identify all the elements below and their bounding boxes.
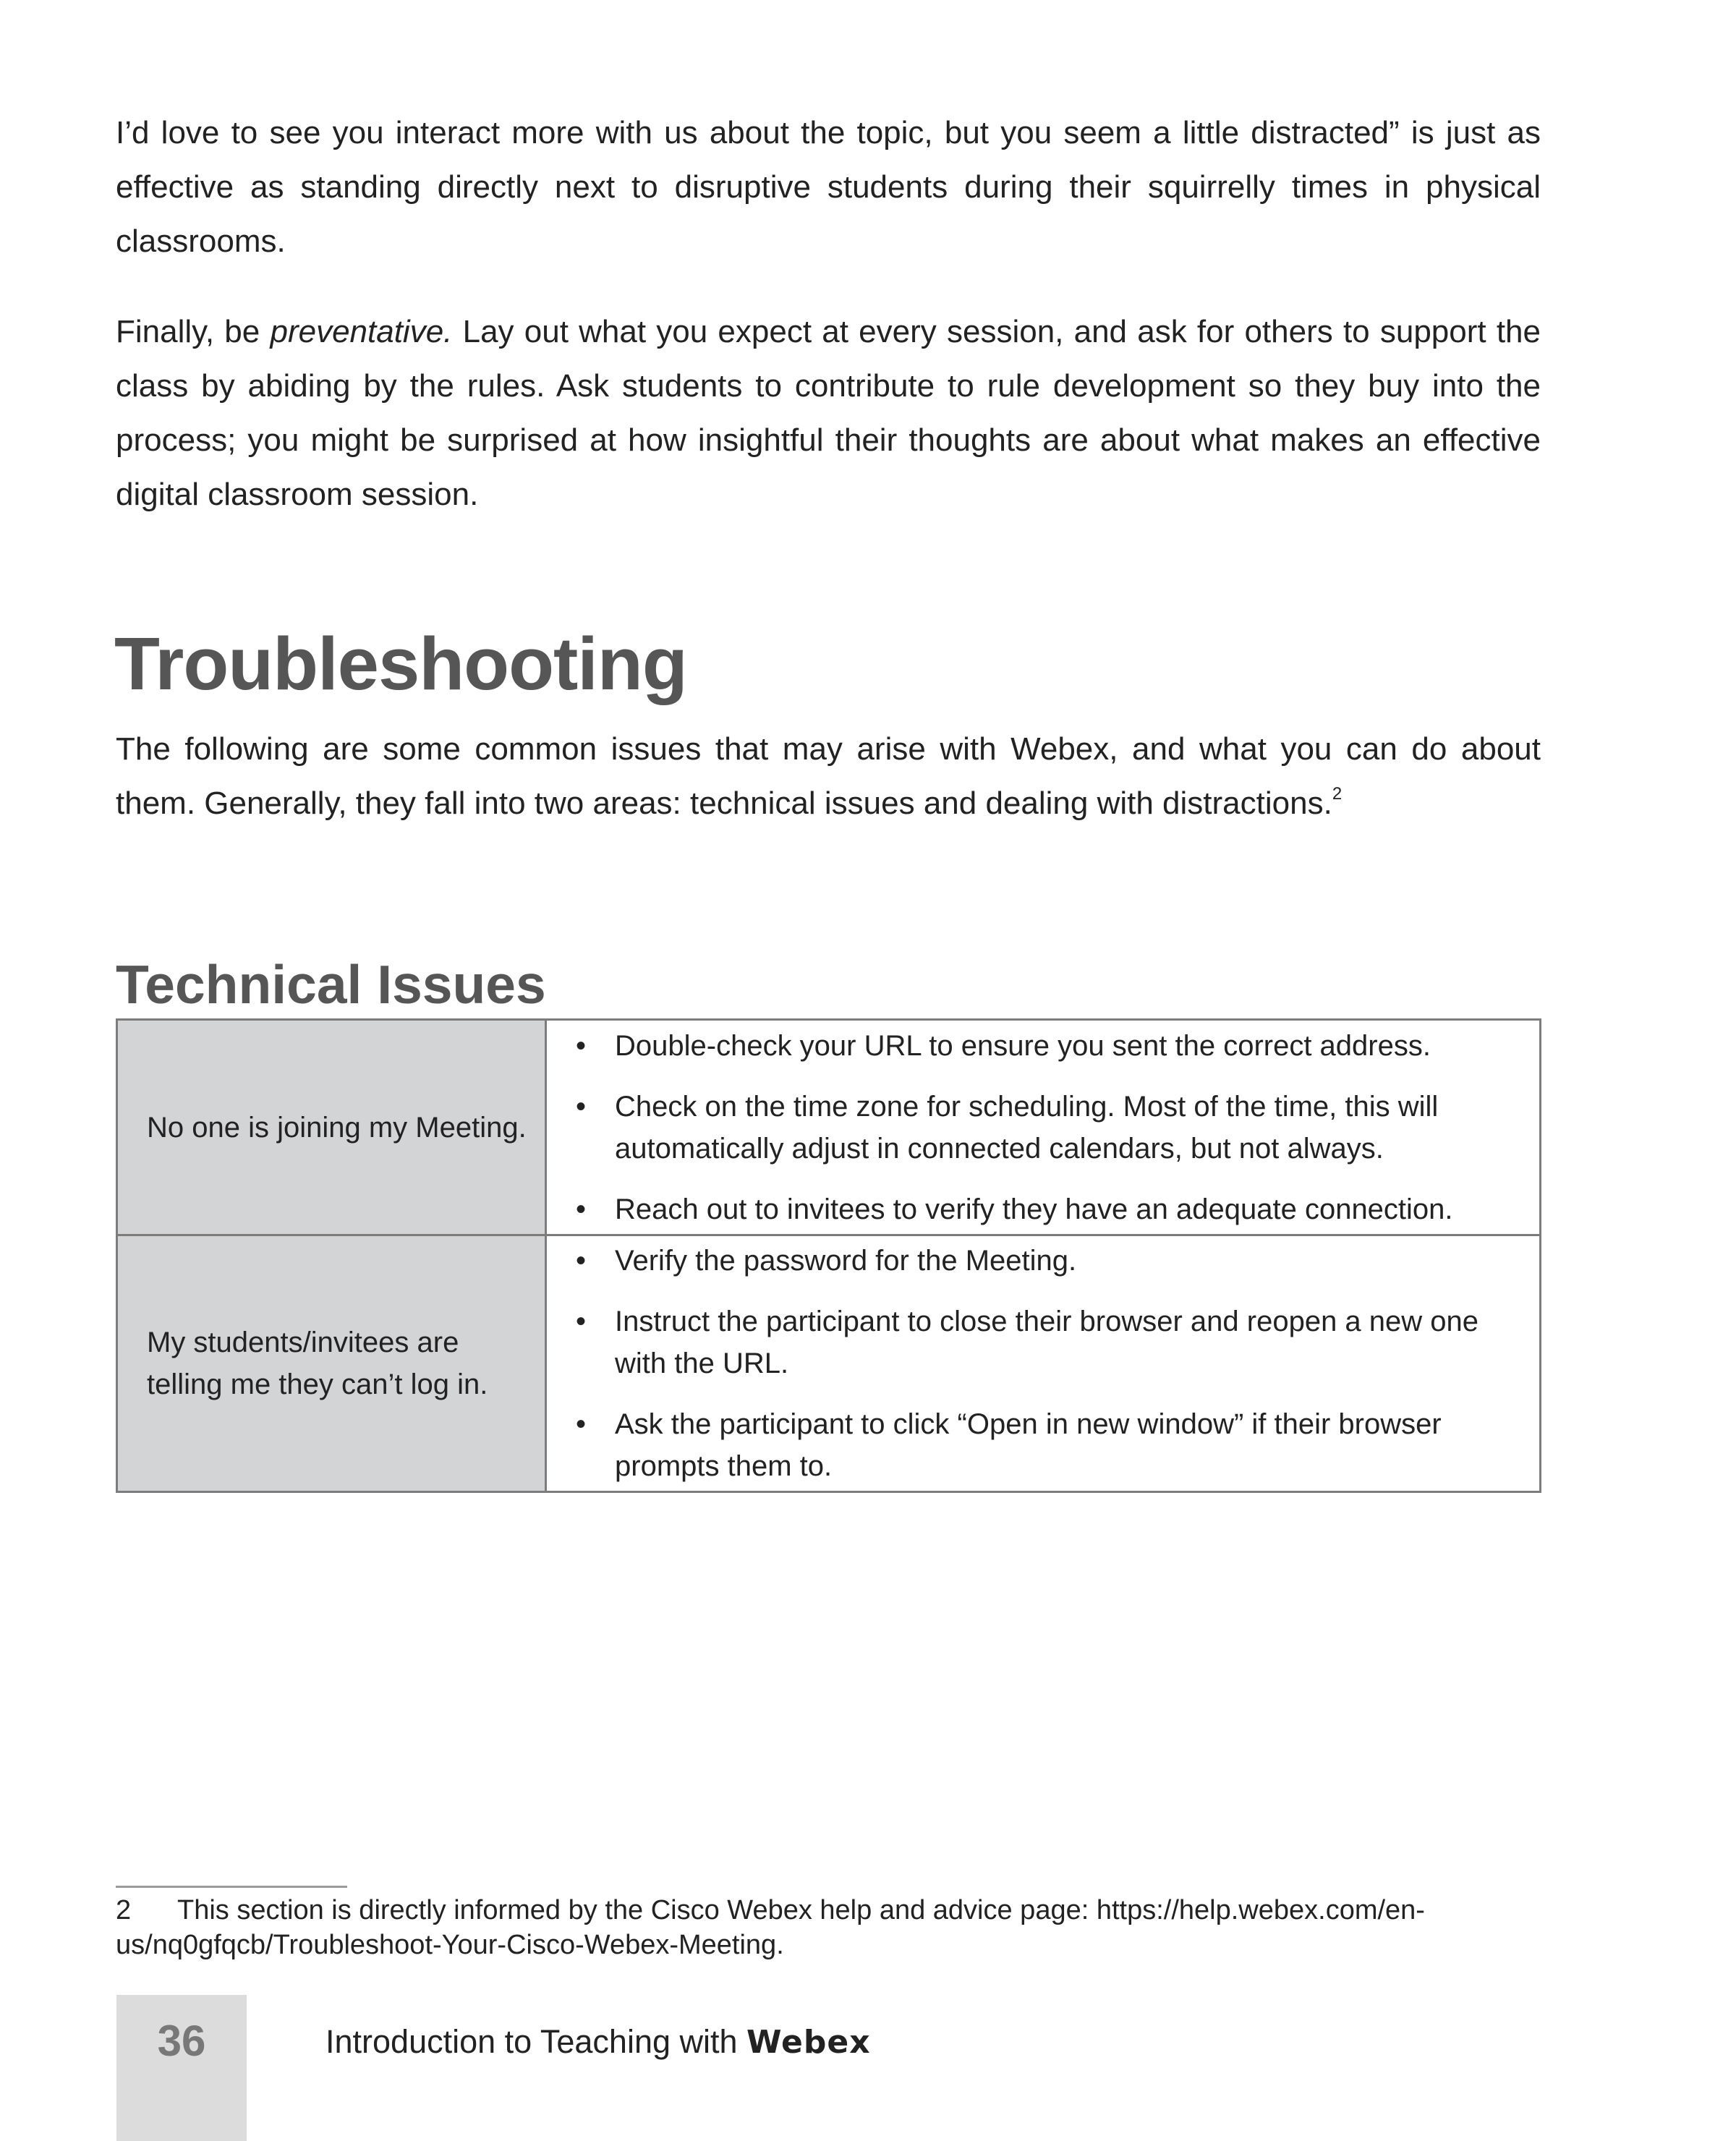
bullet-icon: • (576, 1408, 587, 1440)
emphasis-preventative: preventative. (270, 314, 453, 349)
fix-text: Instruct the participant to close their browser and reopen a new one with the URL. (615, 1306, 1479, 1379)
table-row (117, 1020, 1541, 1235)
bullet-icon: • (576, 1306, 587, 1337)
footnote-number: 2 (116, 1895, 132, 1925)
footnote-ref[interactable]: 2 (1332, 784, 1343, 804)
fix-text: Ask the participant to click “Open in new window” if their browser prompts them to. (615, 1408, 1442, 1482)
list-item (547, 1240, 1529, 1282)
list-item (547, 1403, 1529, 1487)
section-title: Troubleshooting (114, 622, 687, 705)
fixes-cell (546, 1020, 1541, 1235)
fixes-list (547, 1240, 1529, 1487)
fixes-cell (546, 1235, 1541, 1492)
list-item (547, 1086, 1529, 1170)
bullet-icon: • (576, 1245, 587, 1277)
subsection-title: Technical Issues (116, 954, 546, 1015)
list-item (547, 1188, 1529, 1230)
page-number-box (116, 1995, 247, 2141)
fix-text: Verify the password for the Meeting. (615, 1245, 1077, 1277)
page-number: 36 (157, 2017, 206, 2065)
running-footer-title (326, 2020, 871, 2064)
fix-text: Reach out to invitees to verify they have an adequate connection. (615, 1193, 1453, 1225)
bullet-icon: • (576, 1090, 587, 1123)
footer-brand: Webex (746, 2024, 871, 2061)
footnote-divider (116, 1886, 347, 1888)
footer-title-text: Introduction to Teaching with (326, 2023, 747, 2060)
body-paragraph-2 (116, 305, 1541, 522)
issue-cell: No one is joining my Meeting. (117, 1020, 546, 1235)
bullet-icon: • (576, 1029, 587, 1062)
fix-text: Check on the time zone for scheduling. Most of the time, this will automatically adjust in connected calendars, but not always. (615, 1090, 1439, 1165)
fix-text: Double-check your URL to ensure you sent the correct address. (615, 1029, 1431, 1062)
fixes-list (547, 1025, 1529, 1230)
list-item (547, 1025, 1529, 1067)
footnote-text[interactable]: This section is directly informed by the Cisco Webex help and advice page: https://help.webex.com/en-us/nq0gfqcb/Troubleshoot-Your-Cisco-Webex-Meeting. (116, 1895, 1425, 1960)
footnote (116, 1893, 1533, 1962)
table-row (117, 1235, 1541, 1492)
paragraph-text: Finally, be (116, 314, 271, 349)
technical-issues-table (116, 1018, 1541, 1493)
paragraph-text: Lay out what you expect at every session, and ask for others to support the class by abiding by the rules. Ask students to contribute to rule development so they buy into the process; you might be surprised at how insightful their thoughts are about what makes an effective digital classroom session. (116, 314, 1541, 512)
body-paragraph-1: I’d love to see you interact more with us about the topic, but you seem a little distracted” is just as effective as standing directly next to disruptive students during their squirrelly times in physical classrooms. (116, 115, 1541, 259)
list-item (547, 1301, 1529, 1384)
bullet-icon: • (576, 1193, 587, 1225)
section-intro (116, 722, 1541, 830)
intro-text: The following are some common issues that may arise with Webex, and what you can do about them. Generally, they fall into two areas: technical issues and dealing with distractions. (116, 731, 1541, 821)
issue-cell: My students/invitees are telling me they can’t log in. (117, 1235, 546, 1492)
